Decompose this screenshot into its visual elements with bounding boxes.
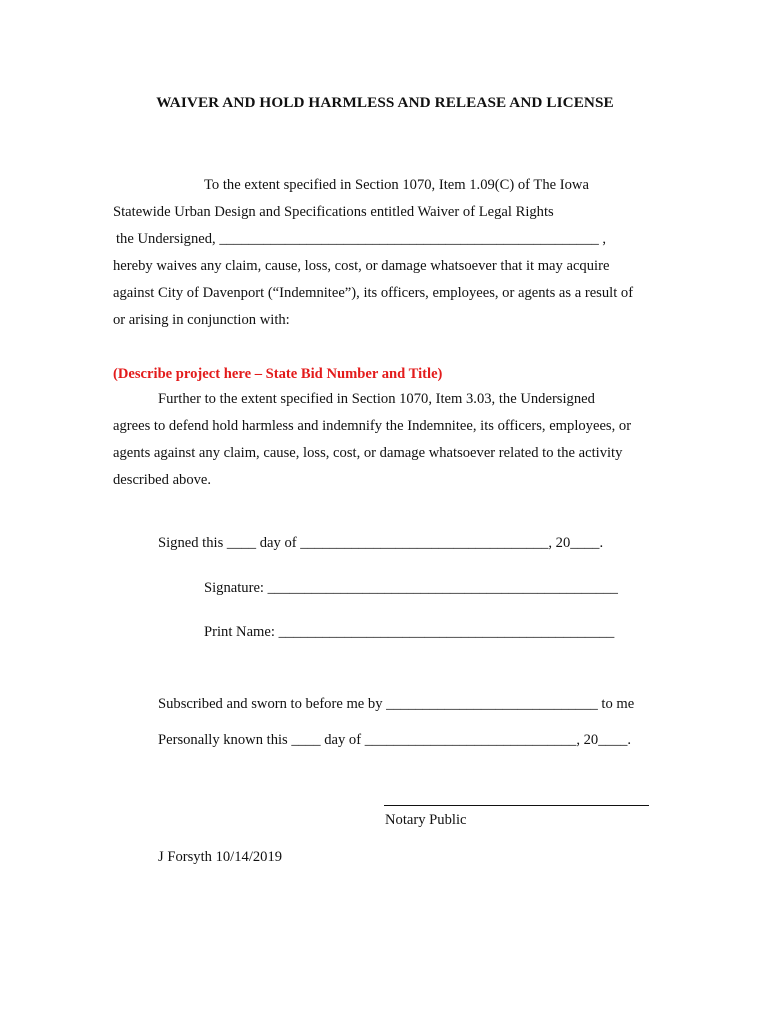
signed-this-line: Signed this ____ day of __________________________________, 20____. bbox=[158, 535, 604, 551]
notary-signature-rule bbox=[384, 805, 649, 806]
print-name-line: Print Name: ______________________________________________ bbox=[204, 624, 615, 640]
subscribed-sworn-line: Subscribed and sworn to before me by _____________________________ to me bbox=[158, 696, 635, 712]
para1-line5: against City of Davenport (“Indemnitee”), its officers, employees, or agents as a result of bbox=[113, 285, 634, 301]
personally-known-line: Personally known this ____ day of _____________________________, 20____. bbox=[158, 732, 632, 748]
para2-line4: described above. bbox=[113, 472, 212, 488]
para1-line6: or arising in conjunction with: bbox=[113, 312, 290, 328]
para2-line2: agrees to defend hold harmless and indemnify the Indemnitee, its officers, employees, or bbox=[113, 418, 632, 434]
undersigned-line: the Undersigned, ____________________________________________________ , bbox=[116, 231, 607, 247]
document-title: WAIVER AND HOLD HARMLESS AND RELEASE AND LICENSE bbox=[156, 94, 614, 111]
footer-author-date: J Forsyth 10/14/2019 bbox=[158, 849, 283, 865]
signature-line: Signature: ________________________________________________ bbox=[204, 580, 618, 596]
project-description-placeholder: (Describe project here – State Bid Number and Title) bbox=[113, 366, 443, 382]
para1-line1: To the extent specified in Section 1070, Item 1.09(C) of The Iowa bbox=[204, 177, 589, 193]
notary-public-label: Notary Public bbox=[385, 812, 467, 828]
para1-line2: Statewide Urban Design and Specifications entitled Waiver of Legal Rights bbox=[113, 204, 554, 220]
para2-line1: Further to the extent specified in Section 1070, Item 3.03, the Undersigned bbox=[158, 391, 595, 407]
para1-line4: hereby waives any claim, cause, loss, cost, or damage whatsoever that it may acquire bbox=[113, 258, 610, 274]
para2-line3: agents against any claim, cause, loss, cost, or damage whatsoever related to the activity bbox=[113, 445, 623, 461]
